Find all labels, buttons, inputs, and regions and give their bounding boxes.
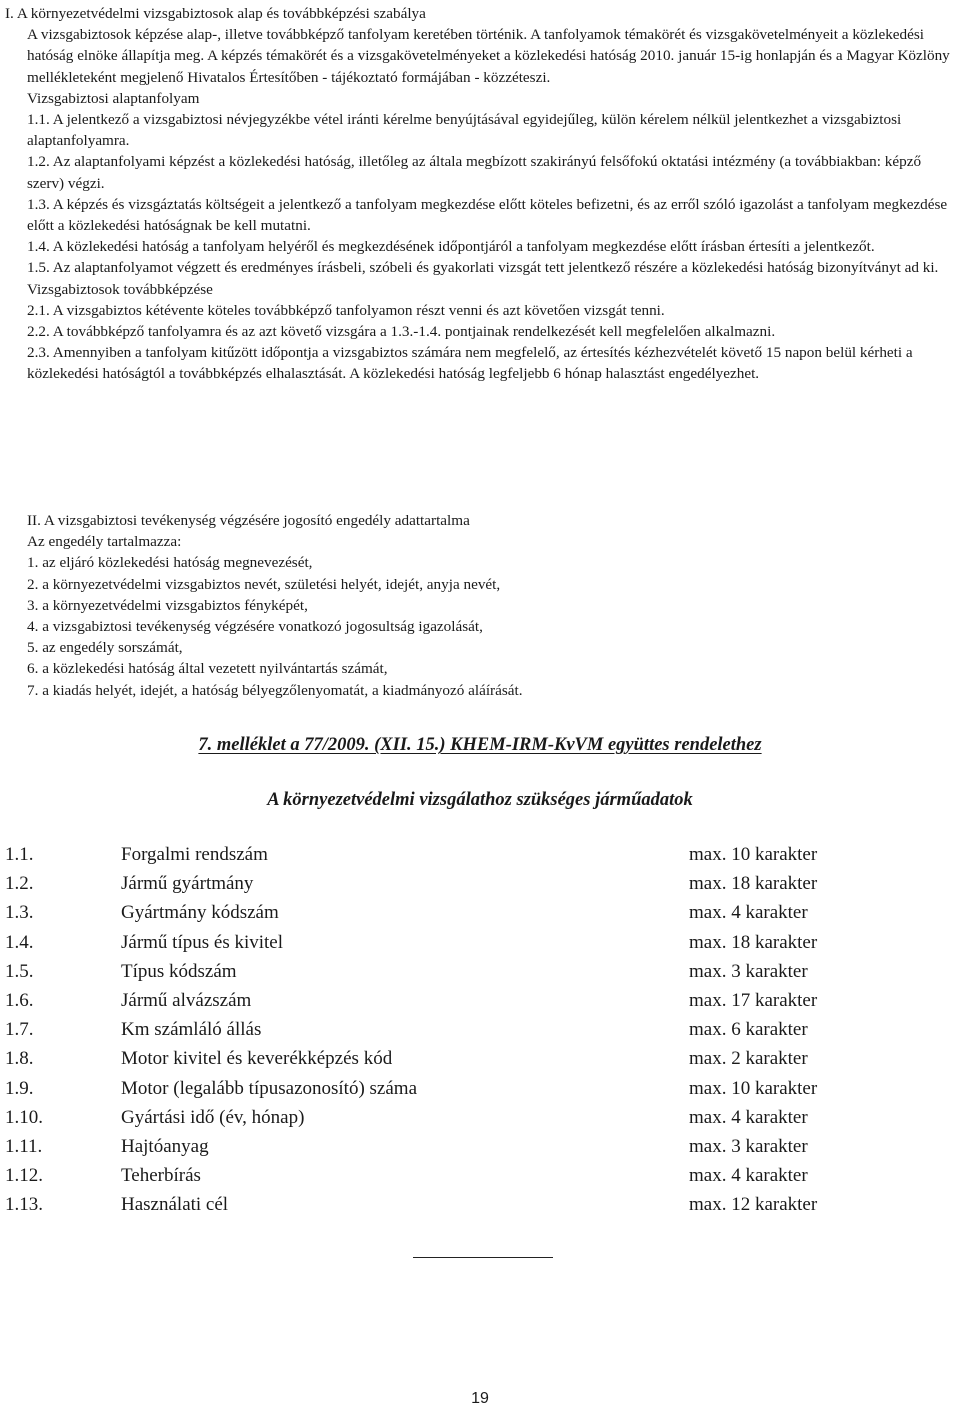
row-name: Jármű alvázszám [121, 989, 252, 1011]
row-max: max. 10 karakter [689, 1077, 818, 1099]
table-row [5, 989, 955, 1018]
annex-subtitle: A környezetvédelmi vizsgálathoz szükséges járműadatok [267, 790, 693, 810]
row-max: max. 2 karakter [689, 1048, 808, 1070]
section-one-intro: A vizsgabiztosok képzése alap-, illetve továbbképző tanfolyam keretében történik. A tanfolyamok témakörét és vizsgakövetelményeit a közlekedési hatóság elnöke állapítja meg. A képzés témakörét és a vizsgakövetelményeket a közlekedési hatóság 2010. január 15-ig honlapján és a Magyar Közlöny mellékleteként megjelenő Hivatalos Értesítőben - tájékoztató formájában - közzéteszi. [27, 26, 950, 86]
row-name: Gyártmány kódszám [121, 902, 279, 924]
table-row [5, 1018, 955, 1047]
row-max: max. 18 karakter [689, 873, 818, 895]
further-item: 2.2. A továbbképző tanfolyamra és az azt követő vizsgára a 1.3.-1.4. pontjainak rendelkezését kell megfelelően alkalmazni. [27, 323, 776, 341]
basic-item: 1.1. A jelentkező a vizsgabiztosi névjegyzékbe vétel iránti kérelme benyújtásával egyidejűleg, külön kérelem nélkül jelentkezhet a vizsgabiztosi alaptanfolyamra. [27, 111, 902, 150]
row-number: 1.12. [5, 1165, 43, 1187]
row-number: 1.6. [5, 989, 34, 1011]
row-max: max. 3 karakter [689, 1135, 808, 1157]
further-item: 2.3. Amennyiben a tanfolyam kitűzött időpontja a vizsgabiztos számára nem megfelelő, az értesítés kézhezvételét követő 15 napon belül kérheti a közlekedési hatóságtól a továbbképzés elhalasztását. A közlekedési hatóság legfeljebb 6 hónap halasztást engedélyezhet. [27, 344, 913, 383]
further-training-title: Vizsgabiztosok továbbképzése [27, 280, 213, 298]
row-number: 1.5. [5, 960, 34, 982]
row-max: max. 17 karakter [689, 989, 818, 1011]
row-name: Jármű típus és kivitel [121, 931, 284, 953]
row-max: max. 12 karakter [689, 1194, 818, 1216]
license-item: 7. a kiadás helyét, idejét, a hatóság bélyegzőlenyomatát, a kiadmányozó aláírását. [27, 681, 523, 699]
page-number: 19 [471, 1390, 489, 1407]
table-row [5, 1047, 955, 1076]
row-number: 1.7. [5, 1019, 34, 1041]
table-row [5, 1164, 955, 1193]
row-number: 1.1. [5, 844, 34, 865]
section-two [5, 510, 957, 701]
row-max: max. 4 karakter [689, 1165, 808, 1187]
row-name: Motor (legalább típusazonosító) száma [121, 1077, 418, 1099]
further-item: 2.1. A vizsgabiztos kétévente köteles továbbképző tanfolyamon részt venni és azt követően vizsgát tenni. [27, 301, 665, 319]
row-number: 1.8. [5, 1048, 34, 1070]
license-item: 3. a környezetvédelmi vizsgabiztos fényképét, [27, 596, 308, 614]
row-number: 1.2. [5, 873, 34, 895]
license-item: 6. a közlekedési hatóság által vezetett nyilvántartás számát, [27, 660, 388, 678]
row-max: max. 4 karakter [689, 902, 808, 924]
row-name: Gyártási idő (év, hónap) [121, 1106, 305, 1128]
table-row [5, 872, 955, 901]
separator-line [413, 1257, 553, 1258]
annex-title-text: 7. melléklet a 77/2009. (XII. 15.) KHEM-IRM-KvVM együttes rendelethez [198, 735, 762, 755]
section-one [5, 3, 957, 385]
row-max: max. 4 karakter [689, 1106, 808, 1128]
annex-title [0, 733, 960, 757]
row-name: Típus kódszám [121, 960, 237, 982]
row-number: 1.9. [5, 1077, 34, 1099]
table-row [5, 931, 955, 960]
row-max: max. 6 karakter [689, 1019, 808, 1041]
table-row [5, 1077, 955, 1106]
table-row [5, 843, 955, 872]
row-name: Km számláló állás [121, 1019, 262, 1041]
table-row [5, 1193, 955, 1222]
table-row [5, 960, 955, 989]
license-item: 1. az eljáró közlekedési hatóság megnevezését, [27, 554, 313, 572]
basic-course-title: Vizsgabiztosi alaptanfolyam [27, 89, 200, 107]
row-number: 1.3. [5, 902, 34, 924]
row-number: 1.13. [5, 1194, 43, 1216]
basic-item: 1.2. Az alaptanfolyami képzést a közlekedési hatóság, illetőleg az általa megbízott szakirányú felsőfokú oktatási intézmény (a továbbiakban: képző szerv) végzi. [27, 153, 922, 192]
row-name: Használati cél [121, 1194, 229, 1216]
row-name: Forgalmi rendszám [121, 844, 268, 865]
row-name: Hajtóanyag [121, 1135, 209, 1157]
row-number: 1.11. [5, 1135, 43, 1157]
section-two-heading: II. A vizsgabiztosi tevékenység végzésére jogosító engedély adattartalma [27, 512, 470, 529]
vehicle-data-table [5, 843, 955, 1222]
basic-item: 1.4. A közlekedési hatóság a tanfolyam helyéről és megkezdésének időpontjáról a tanfolyam megkezdése előtt írásban értesíti a jelentkezőt. [27, 238, 875, 256]
row-max: max. 3 karakter [689, 960, 808, 982]
row-max: max. 18 karakter [689, 931, 818, 953]
section-two-intro: Az engedély tartalmazza: [27, 533, 182, 551]
row-name: Jármű gyártmány [121, 873, 254, 895]
license-item: 5. az engedély sorszámát, [27, 639, 183, 657]
table-row [5, 901, 955, 930]
table-row [5, 1135, 955, 1164]
basic-item: 1.5. Az alaptanfolyamot végzett és eredményes írásbeli, szóbeli és gyakorlati vizsgát tett jelentkező részére a közlekedési hatóság bizonyítványt ad ki. [27, 259, 939, 277]
section-one-heading: I. A környezetvédelmi vizsgabiztosok alap és továbbképzési szabálya [5, 5, 426, 22]
row-max: max. 10 karakter [689, 844, 818, 865]
license-item: 4. a vizsgabiztosi tevékenység végzésére vonatkozó jogosultság igazolását, [27, 618, 483, 636]
license-item: 2. a környezetvédelmi vizsgabiztos nevét, születési helyét, idejét, anyja nevét, [27, 575, 501, 593]
table-row [5, 1106, 955, 1135]
row-name: Teherbírás [121, 1165, 201, 1187]
row-number: 1.10. [5, 1106, 43, 1128]
row-name: Motor kivitel és keverékképzés kód [121, 1048, 393, 1070]
row-number: 1.4. [5, 931, 34, 953]
basic-item: 1.3. A képzés és vizsgáztatás költségeit a jelentkező a tanfolyam megkezdése előtt köteles befizetni, és az erről szóló igazolást a tanfolyam megkezdése előtt a közlekedési hatóságnak be kell mutatni. [27, 195, 948, 235]
